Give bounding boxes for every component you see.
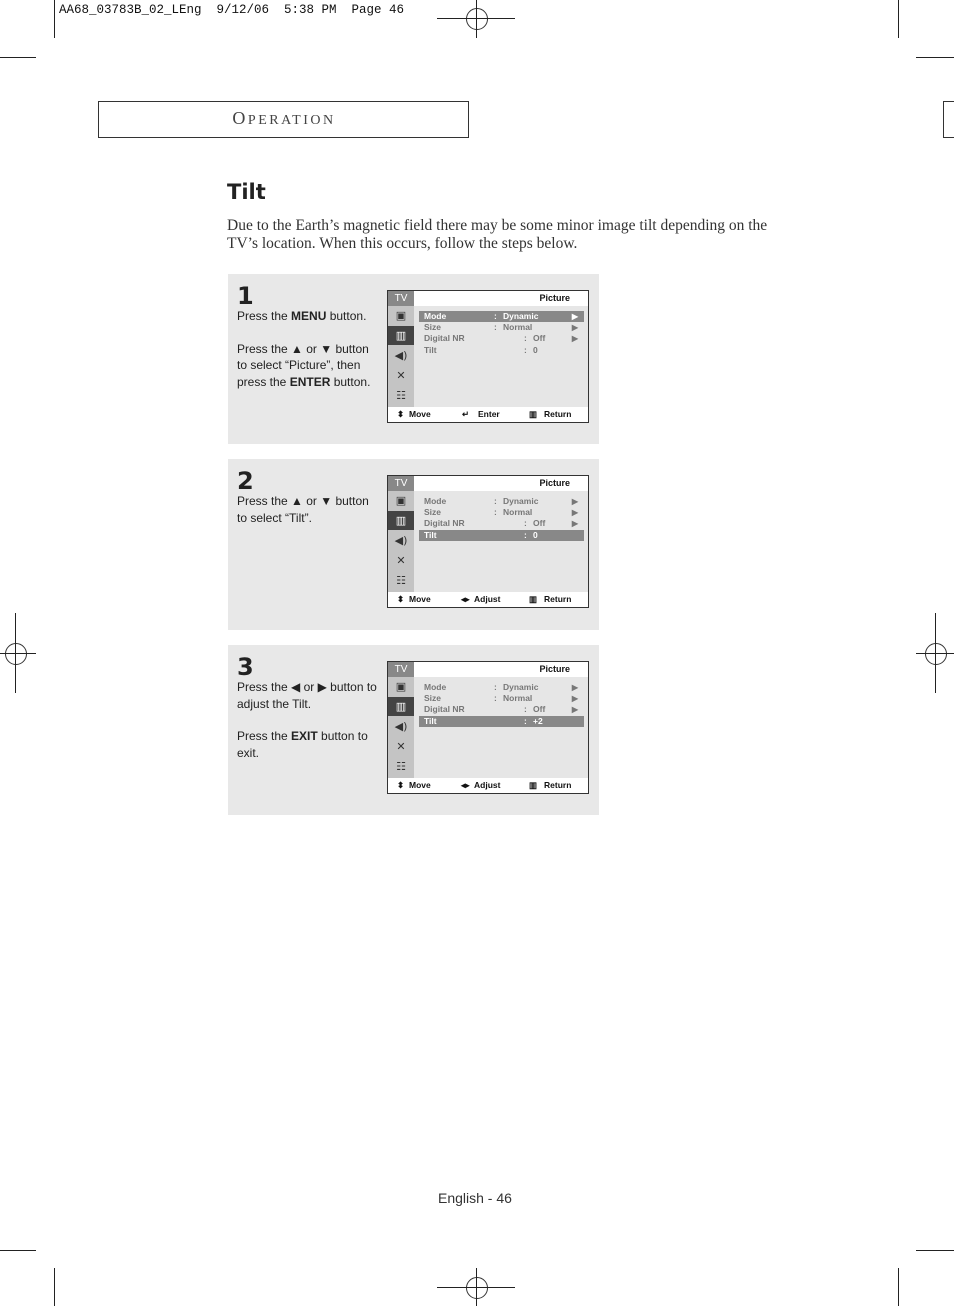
- step-3-panel: [228, 645, 599, 815]
- arrow-right-icon: ▶: [571, 312, 578, 321]
- step-number: 1: [237, 282, 254, 310]
- section-label-rest: PERATION: [247, 113, 336, 128]
- return-icon: ▥: [529, 409, 538, 419]
- osd-row-tilt: Tilt : 0: [424, 345, 538, 355]
- registration-line: [476, 1268, 477, 1306]
- osd-row-digital-nr: Digital NR : Off ▶: [424, 704, 578, 714]
- input-icon: ▣: [395, 309, 407, 322]
- crop-mark: [916, 1250, 954, 1251]
- instruction-text: Press the ◀ or ▶ button to adjust the Tilt.: [237, 680, 377, 711]
- osd-return-label: Return: [544, 780, 572, 790]
- osd-row-digital-nr: Digital NR : Off ▶: [424, 518, 578, 528]
- arrow-right-icon: ▶: [571, 508, 578, 517]
- instruction-text: Press the: [237, 729, 292, 743]
- step-number: 3: [237, 653, 254, 681]
- instruction-text: Press the: [237, 309, 292, 323]
- move-icon: ⬍: [397, 594, 405, 604]
- page-title: Tilt: [227, 180, 266, 204]
- step-number: 2: [237, 467, 254, 495]
- step-1-panel: [228, 274, 599, 444]
- arrow-right-icon: ▶: [571, 334, 578, 343]
- osd-row-tilt: Tilt : 0: [419, 530, 584, 541]
- step-instructions: [237, 679, 377, 777]
- adjust-icon: ◂▸: [461, 594, 470, 604]
- arrow-right-icon: ▶: [571, 323, 578, 332]
- osd-enter-label: Enter: [478, 409, 500, 419]
- osd-tv-label: TV: [388, 291, 414, 306]
- osd-tv-label: TV: [388, 476, 414, 491]
- osd-row-size: Size : Normal ▶: [424, 322, 578, 332]
- arrow-right-icon: ▶: [571, 694, 578, 703]
- print-header: AA68_03783B_02_LEng 9/12/06 5:38 PM Page 46: [59, 3, 405, 17]
- osd-move-label: Move: [409, 594, 431, 604]
- step-instructions: [237, 493, 377, 542]
- setup-icon: ☷: [396, 760, 406, 773]
- registration-line: [0, 653, 36, 654]
- section-label-initial: O: [232, 108, 248, 128]
- step-2-panel: [228, 459, 599, 630]
- osd-title: Picture: [539, 478, 570, 488]
- instruction-text: Press the ▲ or ▼ button to select “Picture”, then press the: [237, 341, 369, 389]
- enter-icon: ↵: [462, 409, 470, 419]
- osd-row-size: Size : Normal ▶: [424, 507, 578, 517]
- osd-move-label: Move: [409, 780, 431, 790]
- registration-line: [476, 0, 477, 38]
- osd-row-size: Size : Normal ▶: [424, 693, 578, 703]
- enter-button-label: ENTER: [289, 374, 331, 389]
- exit-button-label: EXIT: [291, 729, 318, 743]
- osd-footer: [388, 407, 588, 422]
- menu-button-label: MENU: [291, 309, 327, 323]
- setup-icon: ☷: [396, 389, 406, 402]
- osd-title-bar: [414, 291, 588, 306]
- side-tab: [943, 101, 954, 138]
- channel-icon: ✕: [396, 554, 406, 567]
- adjust-icon: ◂▸: [461, 780, 470, 790]
- registration-mark: [466, 1277, 488, 1299]
- osd-screen: [387, 661, 589, 794]
- arrow-right-icon: ▶: [571, 519, 578, 528]
- osd-screen: [387, 475, 589, 608]
- crop-mark: [54, 1268, 55, 1306]
- crop-mark: [916, 57, 954, 58]
- osd-tv-label: TV: [388, 662, 414, 677]
- input-icon: ▣: [395, 680, 407, 693]
- picture-icon: ▥: [388, 326, 414, 345]
- picture-icon: ▥: [388, 511, 414, 530]
- osd-footer: [388, 778, 588, 793]
- page-footer: English - 46: [438, 1190, 512, 1206]
- crop-mark: [0, 1250, 36, 1251]
- osd-row-tilt: Tilt : +2: [419, 716, 584, 727]
- osd-adjust-label: Adjust: [474, 594, 501, 604]
- crop-mark: [898, 0, 899, 38]
- return-icon: ▥: [529, 594, 538, 604]
- osd-title: Picture: [539, 664, 570, 674]
- picture-icon: ▥: [388, 697, 414, 716]
- move-icon: ⬍: [397, 409, 405, 419]
- osd-return-label: Return: [544, 409, 572, 419]
- osd-row-digital-nr: Digital NR : Off ▶: [424, 333, 578, 343]
- crop-mark: [0, 57, 36, 58]
- crop-mark: [54, 0, 55, 38]
- instruction-text: Press the ▲ or ▼ button to select “Tilt”.: [237, 494, 369, 525]
- registration-mark: [5, 643, 27, 665]
- channel-icon: ✕: [396, 369, 406, 382]
- registration-mark: [925, 643, 947, 665]
- channel-icon: ✕: [396, 740, 406, 753]
- arrow-right-icon: ▶: [571, 497, 578, 506]
- arrow-right-icon: ▶: [571, 683, 578, 692]
- sound-icon: ◀): [394, 349, 408, 362]
- sound-icon: ◀): [394, 534, 408, 547]
- registration-line: [15, 613, 16, 693]
- osd-title: Picture: [539, 293, 570, 303]
- input-icon: ▣: [395, 494, 407, 507]
- osd-row-mode: Mode : Dynamic ▶: [424, 496, 578, 506]
- intro-paragraph: Due to the Earth’s magnetic field there may be some minor image tilt depending on the TV’s location. When this occurs, follow the steps below.: [227, 217, 768, 252]
- instruction-text: button.: [330, 374, 371, 389]
- osd-title-bar: [414, 476, 588, 491]
- osd-screen: [387, 290, 589, 423]
- instruction-text: button.: [326, 309, 367, 323]
- step-instructions: [237, 308, 377, 406]
- registration-mark: [466, 8, 488, 30]
- move-icon: ⬍: [397, 780, 405, 790]
- osd-move-label: Move: [409, 409, 431, 419]
- osd-row-mode: Mode : Dynamic ▶: [424, 682, 578, 692]
- osd-adjust-label: Adjust: [474, 780, 501, 790]
- section-label: [98, 108, 470, 129]
- arrow-right-icon: ▶: [571, 705, 578, 714]
- setup-icon: ☷: [396, 574, 406, 587]
- registration-line: [935, 613, 936, 693]
- osd-title-bar: [414, 662, 588, 677]
- osd-row-mode: Mode : Dynamic ▶: [419, 311, 584, 322]
- osd-return-label: Return: [544, 594, 572, 604]
- crop-mark: [898, 1268, 899, 1306]
- sound-icon: ◀): [394, 720, 408, 733]
- instruction-text: button to exit.: [237, 729, 368, 760]
- return-icon: ▥: [529, 780, 538, 790]
- osd-footer: [388, 592, 588, 607]
